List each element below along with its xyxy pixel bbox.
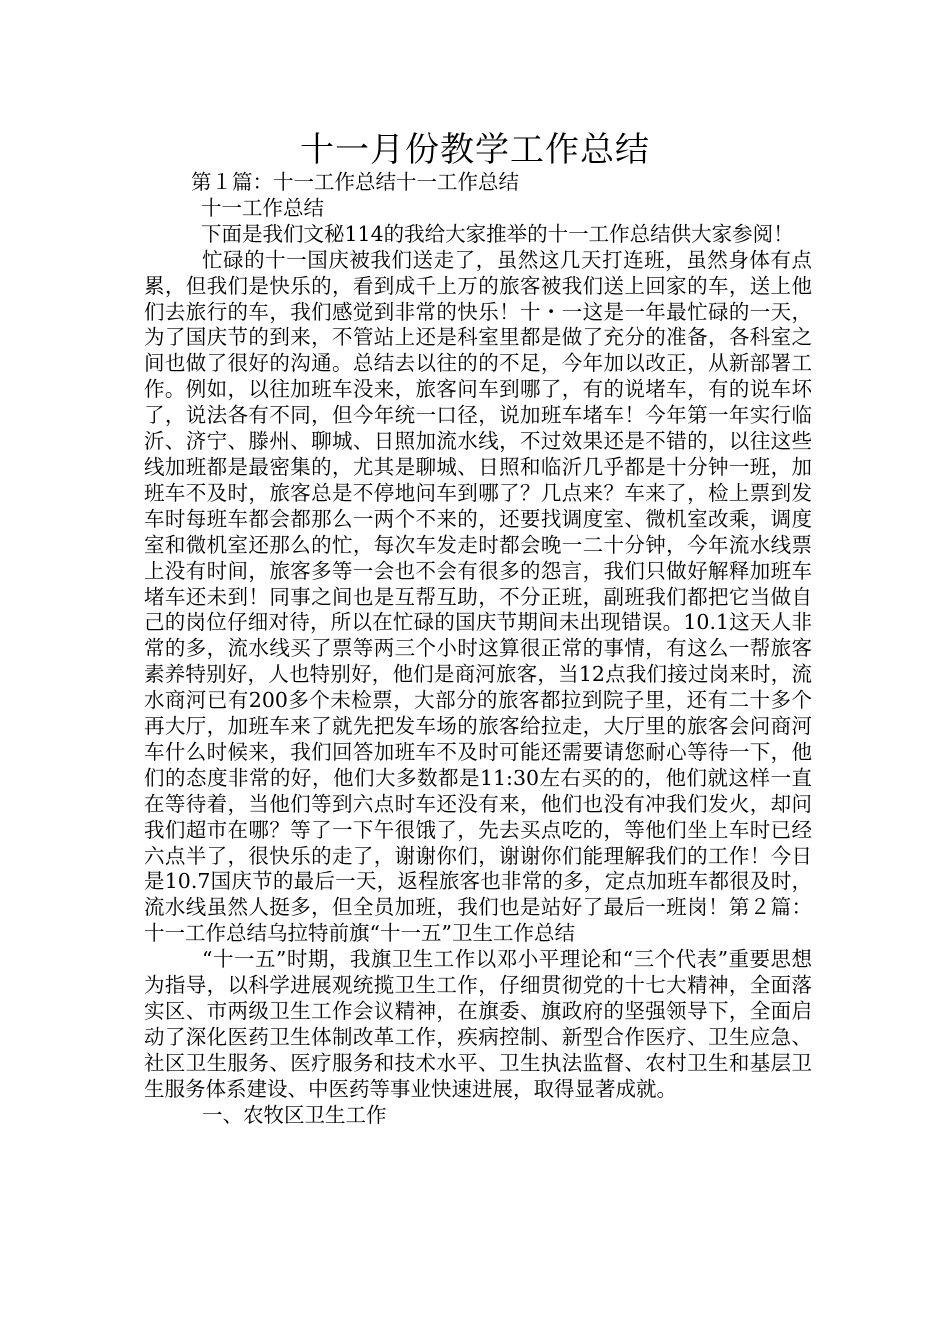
paragraph-section-one-heading: 一、农牧区卫生工作 — [202, 1102, 387, 1127]
document-title: 十一月份教学工作总结 — [300, 130, 650, 170]
paragraph-section-heading: 第１篇：十一工作总结十一工作总结 — [191, 170, 519, 194]
paragraph-main-text: 忙碌的十一国庆被我们送走了，虽然这几天打连班，虽然身体有点累，但我们是快乐的，看到成千上万的旅客被我们送上回家的车，送上他们去旅行的车，我们感觉到非常的快乐！十・一这是一年最忙碌的一天，为了国庆节的到来，不管站上还是科室里都是做了充分的准备，各科室之间也做了很好的沟通。总结去以往的的不足，今年加以改正，从新部署工作。例如，以往加班车没来，旅客问车到哪了，有的说堵车，有的说车坏了，说法各有不同，但今年统一口径，说加班车堵车！今年第一年实行临沂、济宁、滕州、聊城、日照加流水线，不过效果还是不错的，以往这些线加班都是最密集的，尤其是聊城、日照和临沂几乎都是十分钟一班，加班车不及时，旅客总是不停地问车到哪了？几点来？车来了，检上票到发车时每班车都会都那么一两个不来的，还要找调度室、微机室改乘，调度室和微机室还那么的忙，每次车发走时都会晚一二十分钟，今年流水线票上没有时间，旅客多等一会也不会有很多的怨言，我们只做好解释加班车堵车还未到！同事之间也是互帮互助，不分正班，副班我们都把它当做自己的岗位仔细对待，所以在忙碌的国庆节期间未出现错误。10.1这天人非常的多，流水线买了票等两三个小时这算很正常的事情，有这么一帮旅客素养特别好，人也特别好，他们是商河旅客，当12点我们接过岗来时，流水商河已有200多个未检票，大部分的旅客都拉到院子里，还有二十多个再大厅，加班车来了就先把发车场的旅客给拉走，大厅里的旅客会问商河车什么时候来，我们回答加班车不及时可能还需要请您耐心等待一下，他们的态度非常的好，他们大多数都是11:30左右买的的，他们就这样一直在等待着，当他们等到六点时车还没有来，他们也没有冲我们发火，却问我们超市在哪？等了一下午很饿了，先去买点吃的，等他们坐上车时已经六点半了，很快乐的走了，谢谢你们，谢谢你们能理解我们的工作！今日是10.7国庆节的最后一天，返程旅客也非常的多，定点加班车都很及时，流水线虽然人挺多，但全员加班，我们也是站好了最后一班岗！第２篇：十一工作总结乌拉特前旗“十一五”卫生工作总结 — [144, 247, 812, 946]
paragraph-subheading: 十一工作总结 — [201, 195, 324, 220]
paragraph-intro: 下面是我们文秘114的我给大家推举的十一工作总结供大家参阅！ — [201, 221, 794, 246]
paragraph-health-summary: “十一五”时期，我旗卫生工作以邓小平理论和“三个代表”重要思想为指导，以科学进展观统揽卫生工作，仔细贯彻党的十七大精神，全面落实区、市两级卫生工作会议精神，在旗委、旗政府的坚强领导下，全面启动了深化医药卫生体制改革工作，疾病控制、新型合作医疗、卫生应急、社区卫生服务、医疗服务和技术水平、卫生执法监督、农村卫生和基层卫生服务体系建设、中医药等事业快速进展，取得显著成就。 — [144, 947, 812, 1101]
document-body — [144, 170, 812, 1129]
